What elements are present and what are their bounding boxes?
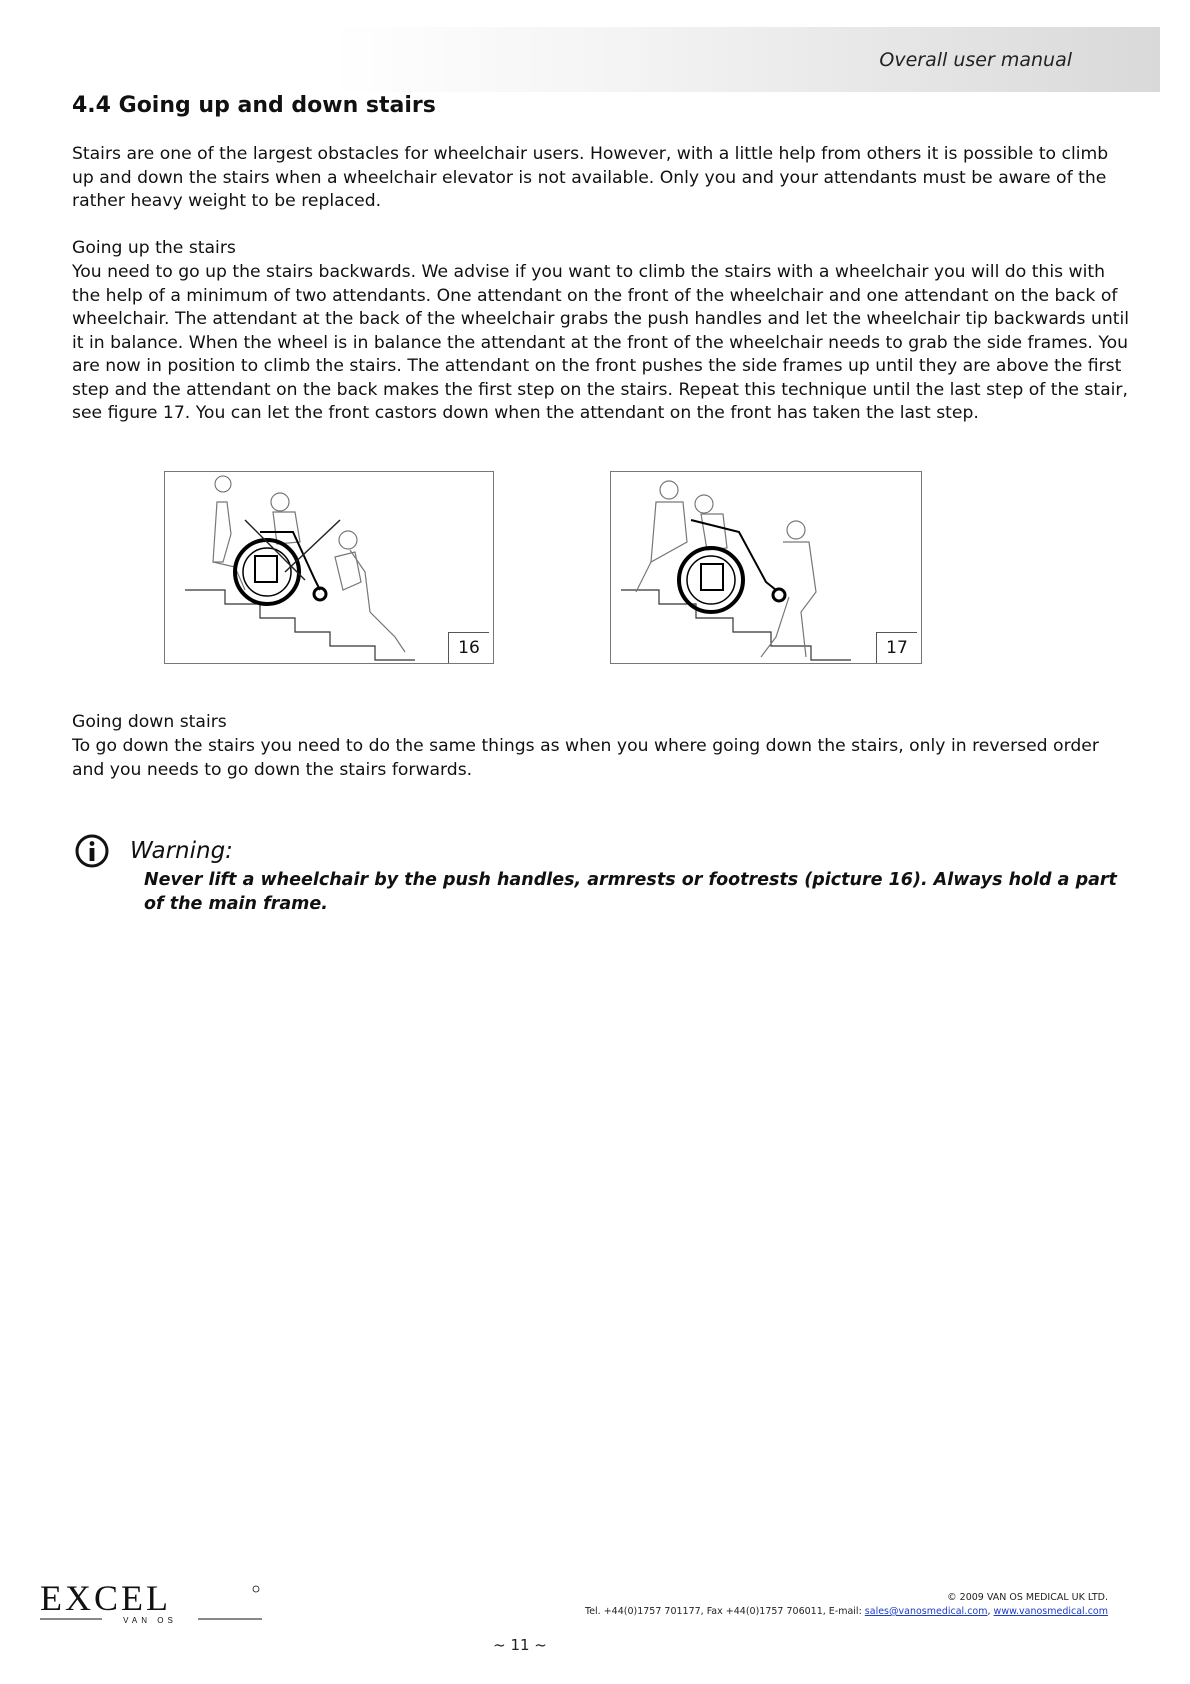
- page-number: ~ 11 ~: [493, 1636, 547, 1654]
- info-icon: [74, 833, 110, 869]
- logo-sub-text: VAN OS: [123, 1616, 177, 1625]
- logo-main-text: EXCEL: [40, 1580, 171, 1618]
- intro-paragraph: Stairs are one of the largest obstacles for wheelchair users. However, with a little help from others it is possible to climb up and down the stairs when a wheelchair elevator is not available. Only you and your attendants must be aware of the rather heavy weight to be replaced.: [72, 144, 1109, 211]
- going-up-body: You need to go up the stairs backwards. We advise if you want to climb the stairs with a wheelchair you will do this with the help of a minimum of two attendants. One attendant on the front of the wheelchair and one attendant on the back of wheelchair. The attendant at the back of the wheelchair grabs the push handles and let the wheelchair tip backwards until it in balance. When the wheel is in balance the attendant at the front of the wheelchair needs to grab the side frames. You are now in position to climb the stairs. The attendant on the front pushes the side frames up until they are above the first step and the attendant on the back makes the first step on the stairs. Repeat this technique until the last step of the stair, see figure 17. You can let the front castors down when the attendant on the front has taken the last step.: [72, 262, 1130, 423]
- figure-17-number: 17: [876, 632, 917, 663]
- figure-16: [164, 471, 494, 664]
- contact-separator: ,: [987, 1606, 994, 1617]
- contact-line: [585, 1606, 1108, 1617]
- figure-17-illustration: [611, 472, 921, 663]
- figure-16-illustration: [165, 472, 493, 663]
- going-down-heading: Going down stairs: [72, 712, 227, 732]
- contact-prefix: Tel. +44(0)1757 701177, Fax +44(0)1757 706011, E-mail:: [585, 1606, 865, 1617]
- warning-title: Warning:: [130, 838, 233, 864]
- going-down-body: To go down the stairs you need to do the same things as when you where going down the stairs, only in reversed order and you needs to go down the stairs forwards.: [72, 736, 1099, 780]
- email-link[interactable]: sales@vanosmedical.com: [864, 1606, 988, 1617]
- figure-16-number: 16: [448, 632, 489, 663]
- excel-logo: [40, 1580, 270, 1628]
- warning-text: Never lift a wheelchair by the push handles, armrests or footrests (picture 16). Always hold a part of the main frame.: [144, 870, 1117, 914]
- copyright: © 2009 VAN OS MEDICAL UK LTD.: [947, 1592, 1108, 1603]
- header-title: Overall user manual: [879, 49, 1072, 71]
- section-title: 4.4 Going up and down stairs: [72, 93, 436, 118]
- going-up-heading: Going up the stairs: [72, 238, 236, 258]
- figure-17: [610, 471, 922, 664]
- website-link[interactable]: www.vanosmedical.com: [993, 1606, 1108, 1617]
